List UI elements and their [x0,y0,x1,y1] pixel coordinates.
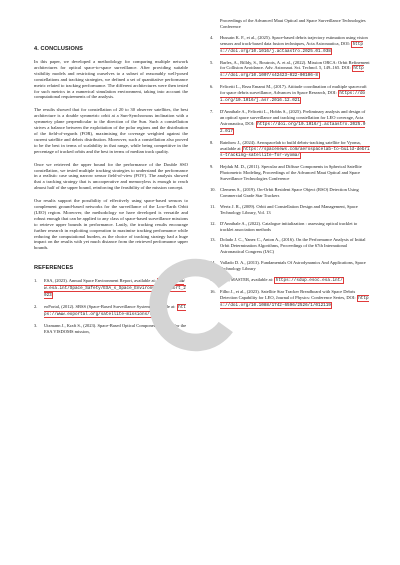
reference-item [34,304,188,318]
reference-link[interactable]: https://doi.org/10.1016/j.actaastro.2025.02.017 [220,121,366,134]
reference-item [210,289,370,309]
reference-text: Rainbow J., (2024). Aerospacelab to build debris-tracking satellite for Vyoma, available at [220,139,361,151]
reference-number: 13. [210,237,216,243]
reference-number: 5. [210,59,214,65]
reference-item [210,277,370,284]
reference-link[interactable]: https://doi.org/10.1016/j.actaastro.2025.01.038 [220,41,363,54]
reference-text: eoPortal, (2012). SBSS (Space-Based Surveillance System), available at: [44,304,177,309]
reference-number: 1. [34,278,38,284]
paragraph: Once we retrieved the upper bound for the performance of the Double SSO constellation, we tested multiple tracking strategies to understand the performance in a realistic case using narrow sensor field-of-view (FOV). The analysis showed that a tracking strategy that is uncooperative and memoryless is enough to reach almost half of the upper bound, reinforcing the feasibility of the mission concept. [34,161,188,191]
reference-text: Felicetti L., Reza Emami M., (2017). Attitude coordination of multiple spacecraft for space debris surveillance, Advances in Space Research, DOI: [220,84,367,96]
reference-text: Proceedings of the Advanced Maui Optical and Space Surveillance Technologies Conference [220,18,366,29]
reference-item [210,221,370,233]
reference-item [210,60,370,80]
reference-link[interactable]: https://spacenews.com/aerospacelab-to-build-debris-tracking-satellite-for-vyoma/ [220,146,370,159]
reference-text: Wertz J. R., (2009). Orbit and Constellation Design and Management, Space Technology Library, Vol. 13 [220,203,358,215]
reference-text: D'Annibale A., Felicetti L., Hobbs S., (2025). Preliminary analysis and design of an optical space surveillance and tracking constellation for LEO coverage, Acta Astronautica, DOI: [220,108,366,126]
reference-text: Vallado D. A., (2013). Fundamentals Of Astrodynamics And Applications, Space Technology Library [220,260,366,272]
reference-item [210,260,370,272]
reference-number: 12. [210,220,216,226]
reference-link[interactable]: https://doi.org/10.1016/j.asr.2016.12.021 [220,91,366,104]
reference-link[interactable]: https://doi.org/10.1088/1742-6596/2526/1/012119 [220,295,369,308]
reference-item [210,84,370,104]
reference-number: 3. [34,322,38,328]
reference-text: ESA, (2023). Annual Space Environment Report, available at: [44,278,158,284]
reference-number: 15. [210,277,216,282]
reference-list-right [210,18,370,309]
reference-item [34,323,188,335]
left-column [34,46,188,340]
reference-number: 10. [210,187,216,193]
reference-text: ESA, MASTER, available at: [220,277,275,282]
reference-link[interactable]: https://www.eoportal.org/satellite-missions/sbss [44,305,186,317]
reference-link[interactable]: https://sdup.esoc.esa.int/ [275,278,343,283]
section-title-references: REFERENCES [34,265,74,272]
reference-text: Hussain K. F., et al., (2025). Space-based debris trajectory estimation using vision sensors and track-based data fusion techniques, Acta Astronautica, DOI: [220,34,368,46]
reference-number: 9. [210,164,214,170]
reference-item [210,35,370,55]
reference-text: Hejduk M. D., (2011). Specular and Diffuse Components in Spherical Satellite Photometric Modeling, Proceedings of the Advanced Maui Optical and Space Surveillance Technologies Conference [220,164,362,182]
reference-number: 8. [210,139,214,145]
reference-number: 7. [210,108,214,114]
reference-link[interactable]: https://doi.org/10.1007/s42423-022-00106-8 [220,66,364,79]
paragraph: The results showed that for constellation of 20 to 30 observer satellites, the best architecture is a double symmetric orbit at a Sun-Synchronous inclination with a symmetry plane perpendicular to the direction of the Sun. Such a constellation strives a balance between the exploitation of the polar regions and the distribution of the field-of-regards (FOR), maximising the coverage weighted against the current satellite and debris distribution. Moreover, such a constellation also proved to be the best in terms of scalability in that range, while being competitive in the percentage of tracked orbits and the best in terms of median track quality. [34,107,188,154]
reference-item [210,109,370,135]
reference-item [34,278,188,299]
reference-text: D'Annibale A., (2022). Catalogue initialization : assessing optical tracklet to tracklet association methods [220,220,358,232]
reference-list-left [34,278,188,334]
reference-text: Utzmann J., Kraft S., (2023). Space-Based Optical Component (SBOC) for the ESA VISDOMS mission, [44,322,187,334]
reference-item [210,18,370,30]
reference-number: 11. [210,203,216,209]
paragraph: In this paper, we developed a methodology for comparing multiple network architectures for optical space-to-space surveillance. After providing suitable visibility models and restricting ourselves to a subset of reasonably well-posed constellations and tracking strategies, we defined a set of quantitative performance metric related to tracking performance. The different architectures were then tested for such metrics in a numerical simulation environment, taking into account the computational requirements of the analysis. [34,59,188,100]
reference-item [210,164,370,182]
section-title-conclusions: 4. CONCLUSIONS [34,46,83,52]
reference-link[interactable]: https://www.esa.int/Space_Safety/ESA_s_Space_Environment_Report_2023 [44,279,186,299]
reference-text: Barles, A., Billdy, S., Boutrois, A. et al., (2022). Mission ORCA: Orbit Refinement for Collision Avoidance. Adv. Astronaut. Sci. Technol. 5, 149–165. DOI: [220,59,370,71]
reference-number: 6. [210,84,214,90]
paragraph: Our results support the possibility of effectively using space-based sensors to complement ground-based networks for the surveillance of the Low-Earth Orbit (LEO) region. Moreover, the methodology we have developed is versatile and robust enough that can be applied to any class of space-based surveillance missions to retrieve upper bounds in performance. Lastly, the tracking results encourage further research in exploiting cooperation to maximise tracking performance while reducing the computational burden, as the choice of tracking strategy had a huge impact on the results with yet much distance from the retrieved performance upper bounds. [34,198,188,251]
reference-text: Dolado J. C., Yanez C., Anton A., (2016). On the Performance Analysis of Initial Orbit Determination Algorithms, Proceedings of the 67th International Astronautical Congress (IAC) [220,237,366,255]
reference-number: 2. [34,304,38,309]
reference-text: Clemens S., (2019). On-Orbit Resident Space Object (RSO) Detection Using Commercial Grade Star Trackers [220,187,359,198]
reference-number: 4. [210,34,214,40]
reference-item [210,237,370,255]
reference-item [210,187,370,199]
reference-item [210,204,370,216]
reference-item [210,140,370,160]
right-column [210,18,370,314]
reference-number: 16. [210,288,216,294]
reference-number: 14. [210,260,216,266]
reference-text: Filho J., et al., (2023). Satellite Star Tracker Breadboard with Space Debris Detection Capability for LEO, Journal of Physics: Conference Series, DOI: [220,288,357,300]
